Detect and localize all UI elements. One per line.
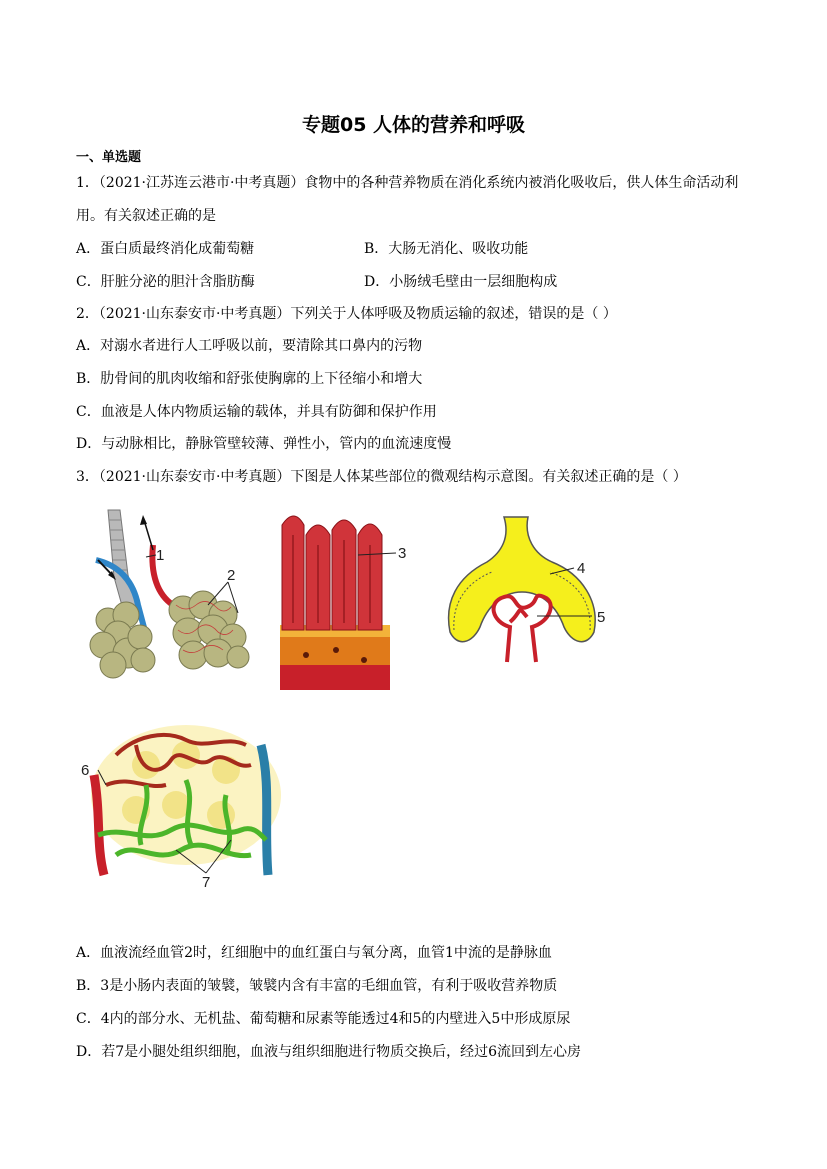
capillary-figure bbox=[76, 715, 286, 895]
figure-label-3: 3 bbox=[398, 545, 407, 562]
page-title: 专题05 人体的营养和呼吸 bbox=[301, 114, 526, 136]
q3-option-c: C．4内的部分水、无机盐、葡萄糖和尿素等能透过4和5的内壁进入5中形成原尿 bbox=[76, 1011, 571, 1027]
q1-stem-line1: 1．（2021·江苏连云港市·中考真题）食物中的各种营养物质在消化系统内被消化吸收后，供人体生命活动利 bbox=[76, 175, 739, 191]
q1-stem-line2: 用。有关叙述正确的是 bbox=[76, 208, 216, 224]
q1-option-c: C．肝脏分泌的胆汁含脂肪酶 bbox=[76, 274, 255, 290]
figure-label-1: 1 bbox=[156, 547, 165, 564]
figure-label-7: 7 bbox=[202, 874, 211, 891]
section-heading: 一、单选题 bbox=[76, 150, 142, 165]
alveoli-figure bbox=[78, 505, 263, 685]
figure-label-5: 5 bbox=[597, 609, 606, 626]
figure-label-6: 6 bbox=[81, 762, 90, 779]
q3-option-b: B．3是小肠内表面的皱襞，皱襞内含有丰富的毛细血管，有利于吸收营养物质 bbox=[76, 978, 558, 994]
capsule-figure bbox=[432, 512, 622, 672]
q1-option-b: B．大肠无消化、吸收功能 bbox=[364, 241, 529, 257]
villi-figure bbox=[276, 505, 416, 695]
figure-label-4: 4 bbox=[577, 560, 586, 577]
q3-option-d: D．若7是小腿处组织细胞，血液与组织细胞进行物质交换后，经过6流回到左心房 bbox=[76, 1044, 582, 1060]
q3-option-a: A．血液流经血管2时，红细胞中的血红蛋白与氧分离，血管1中流的是静脉血 bbox=[76, 945, 552, 961]
figure-label-2: 2 bbox=[227, 567, 236, 584]
q2-option-a: A．对溺水者进行人工呼吸以前，要清除其口鼻内的污物 bbox=[76, 338, 423, 354]
q1-option-d: D．小肠绒毛壁由一层细胞构成 bbox=[364, 274, 558, 290]
q3-stem: 3．（2021·山东泰安市·中考真题）下图是人体某些部位的微观结构示意图。有关叙述正确的是（ ） bbox=[76, 469, 687, 485]
q2-option-c: C．血液是人体内物质运输的载体，并具有防御和保护作用 bbox=[76, 404, 437, 420]
q2-stem: 2．（2021·山东泰安市·中考真题）下列关于人体呼吸及物质运输的叙述，错误的是（ ） bbox=[76, 306, 617, 322]
q2-option-b: B．肋骨间的肌肉收缩和舒张使胸廓的上下径缩小和增大 bbox=[76, 371, 423, 387]
q2-option-d: D．与动脉相比，静脉管壁较薄、弹性小，管内的血流速度慢 bbox=[76, 436, 452, 452]
q1-option-a: A．蛋白质最终消化成葡萄糖 bbox=[76, 241, 255, 257]
